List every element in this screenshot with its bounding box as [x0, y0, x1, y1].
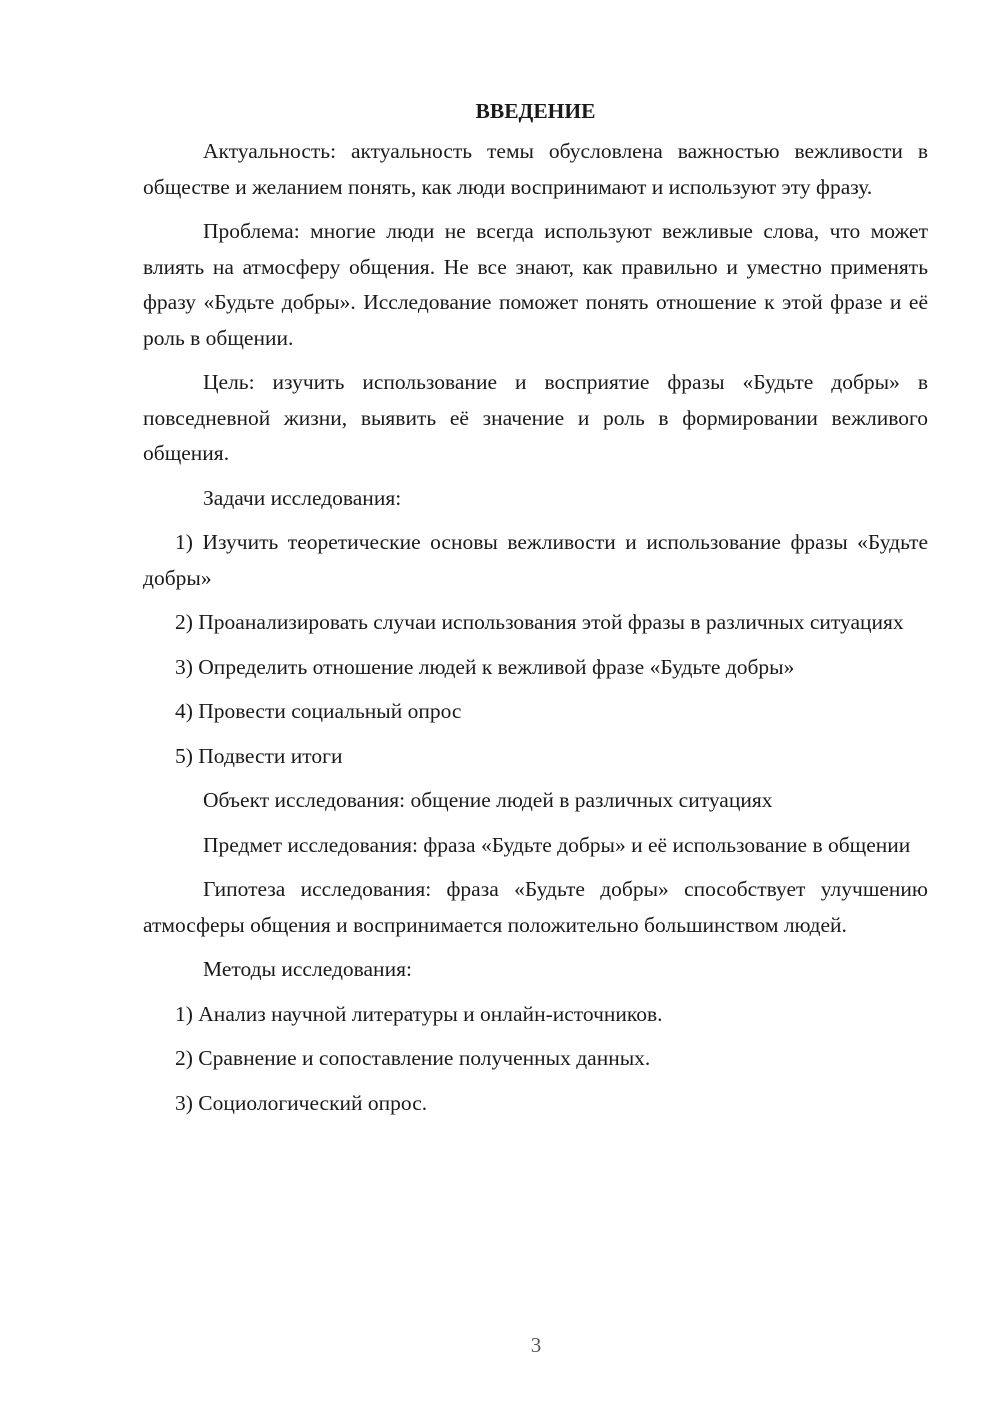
task-item: 2) Проанализировать случаи использования этой фразы в различных ситуациях: [175, 610, 904, 634]
method-item: 2) Сравнение и сопоставление полученных данных.: [175, 1046, 651, 1070]
object-paragraph: Объект исследования: общение людей в различных ситуациях: [203, 788, 773, 812]
page-number: 3: [530, 1333, 542, 1357]
methods-heading: Методы исследования:: [203, 957, 412, 981]
task-item: 3) Определить отношение людей к вежливой фразе «Будьте добры»: [175, 654, 795, 679]
relevance-paragraph: Актуальность: актуальность темы обусловлена важностью вежливости в обществе и желанием понять, как люди воспринимают и используют эту фразу.: [143, 139, 928, 199]
tasks-heading: Задачи исследования:: [203, 485, 402, 510]
section-title: ВВЕДЕНИЕ: [475, 99, 596, 123]
problem-paragraph: Проблема: многие люди не всегда используют вежливые слова, что может влиять на атмосферу общения. Не все знают, как правильно и уместно применять фразу «Будьте добры». Исследование поможет понять отношение к этой фразе и её роль в общении.: [143, 219, 928, 350]
task-item: 4) Провести социальный опрос: [175, 699, 462, 723]
subject-paragraph: Предмет исследования: фраза «Будьте добры» и её использование в общении: [203, 832, 911, 857]
hypothesis-paragraph: Гипотеза исследования: фраза «Будьте добры» способствует улучшению атмосферы общения и воспринимается положительно большинством людей.: [143, 877, 928, 937]
goal-paragraph: Цель: изучить использование и восприятие фразы «Будьте добры» в повседневной жизни, выявить её значение и роль в формировании вежливого общения.: [143, 370, 928, 465]
task-item: 5) Подвести итоги: [175, 743, 343, 768]
method-item: 1) Анализ научной литературы и онлайн-источников.: [175, 1001, 663, 1026]
method-item: 3) Социологический опрос.: [175, 1090, 428, 1115]
task-item: 1) Изучить теоретические основы вежливости и использование фразы «Будьте добры»: [143, 530, 928, 590]
document-page: [143, 96, 928, 1130]
